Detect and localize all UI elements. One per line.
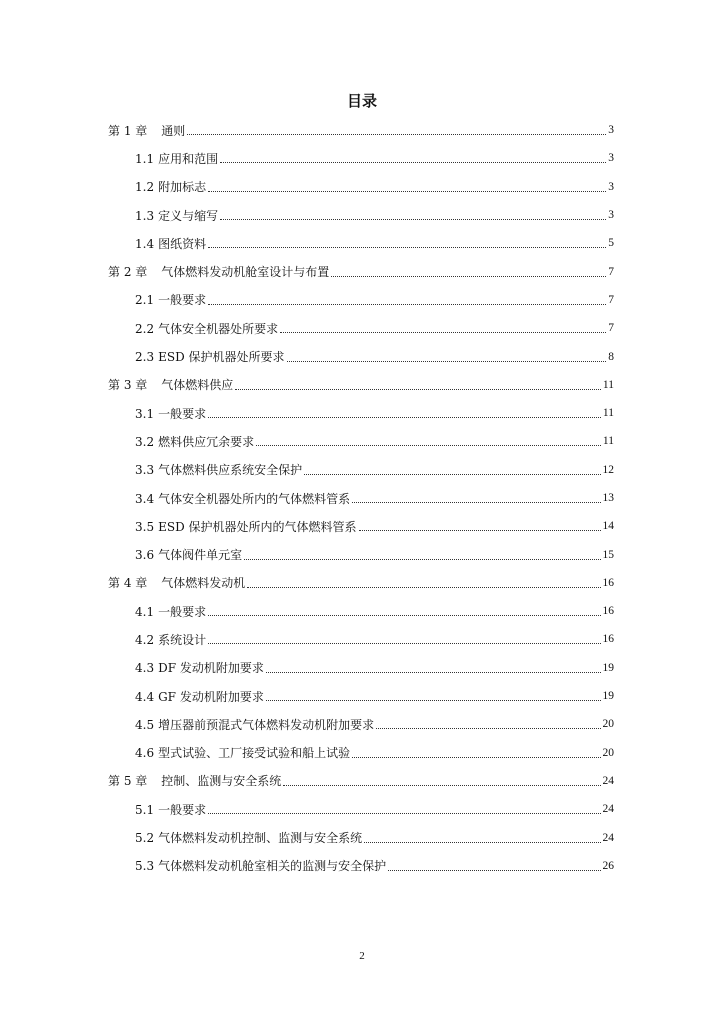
toc-entry-number: 5.2 (135, 831, 155, 846)
dot-leader (266, 699, 601, 701)
toc-page-number: 8 (608, 350, 614, 363)
toc-entry-label (135, 857, 386, 874)
toc-entry-number: 4.5 (135, 717, 155, 732)
toc-entry-number: 第 3 章 (108, 378, 148, 393)
dot-leader (208, 190, 606, 192)
toc-entry-text: 控制、监测与安全系统 (161, 774, 282, 789)
dot-leader (364, 841, 600, 843)
toc-entry-number: 4.1 (135, 604, 155, 619)
toc-page-number: 24 (602, 831, 614, 844)
toc-entry-number: 3.4 (135, 491, 155, 506)
toc-entry-number: 5.3 (135, 859, 155, 874)
toc-entry-label (135, 178, 206, 195)
toc-section-entry[interactable] (108, 286, 614, 314)
toc-section-entry[interactable] (108, 314, 614, 342)
toc-entry-label (135, 688, 264, 705)
dot-leader (208, 614, 600, 616)
toc-section-entry[interactable] (108, 342, 614, 370)
dot-leader (287, 360, 607, 362)
toc-chapter-entry[interactable] (108, 116, 614, 144)
toc-entry-text: 图纸资料 (158, 236, 207, 251)
toc-page-number: 3 (608, 180, 614, 193)
toc-chapter-entry[interactable] (108, 371, 614, 399)
dot-leader (388, 869, 600, 871)
dot-leader (376, 727, 600, 729)
toc-page-number: 19 (602, 661, 614, 674)
toc-chapter-entry[interactable] (108, 569, 614, 597)
toc-entry-number: 3.6 (135, 548, 155, 563)
toc-entry-number: 4.3 (135, 661, 155, 676)
toc-entry-text: 一般要求 (158, 293, 207, 308)
toc-entry-label (135, 320, 278, 337)
toc-page-number: 14 (602, 520, 614, 533)
toc-page-number: 7 (608, 322, 614, 335)
toc-entry-number: 3.1 (135, 406, 155, 421)
toc-entry-label (135, 518, 357, 535)
dot-leader (331, 275, 606, 277)
toc-page-number: 11 (602, 407, 614, 420)
toc-entry-label (135, 461, 302, 478)
toc-section-entry[interactable] (108, 823, 614, 851)
toc-entry-number: 2.2 (135, 321, 155, 336)
toc-page-number: 24 (602, 803, 614, 816)
toc-entry-number: 第 4 章 (108, 576, 148, 591)
toc-entry-number: 第 5 章 (108, 774, 148, 789)
toc-entry-text: 气体安全机器处所要求 (158, 321, 279, 336)
toc-section-entry[interactable] (108, 144, 614, 172)
toc-page-number: 20 (602, 746, 614, 759)
toc-entry-number: 4.6 (135, 746, 155, 761)
toc-page-number: 7 (608, 293, 614, 306)
toc-section-entry[interactable] (108, 625, 614, 653)
toc-section-entry[interactable] (108, 512, 614, 540)
toc-entry-text: 气体安全机器处所内的气体燃料管系 (158, 491, 351, 506)
toc-page-number: 26 (602, 859, 614, 872)
dot-leader (352, 756, 600, 758)
toc-page-number: 16 (602, 576, 614, 589)
toc-entry-label (108, 263, 329, 280)
toc-entry-number: 第 2 章 (108, 265, 148, 280)
toc-entry-number: 1.1 (135, 151, 155, 166)
toc-entry-text: 气体阀件单元室 (158, 548, 243, 563)
toc-entry-number: 3.3 (135, 463, 155, 478)
dot-leader (208, 642, 600, 644)
toc-entry-text: 增压器前预混式气体燃料发动机附加要求 (158, 717, 375, 732)
toc-entry-text: 应用和范围 (158, 151, 219, 166)
toc-entry-label (135, 801, 206, 818)
toc-page-number: 20 (602, 718, 614, 731)
toc-page-number: 13 (602, 492, 614, 504)
toc-entry-number: 2.3 (135, 350, 155, 365)
toc-entry-text: 一般要求 (158, 802, 207, 817)
toc-entry-number: 4.2 (135, 632, 155, 647)
table-of-contents (108, 116, 614, 880)
dot-leader (304, 473, 600, 475)
toc-section-entry[interactable] (108, 427, 614, 455)
toc-entry-number: 3.2 (135, 434, 155, 449)
dot-leader (208, 416, 601, 418)
toc-entry-label (135, 235, 206, 252)
toc-entry-label (135, 546, 242, 563)
toc-entry-text: 系统设计 (158, 632, 207, 647)
toc-entry-text: 气体燃料发动机舱室设计与布置 (161, 265, 330, 280)
toc-entry-label (135, 490, 350, 507)
toc-section-entry[interactable] (108, 682, 614, 710)
dot-leader (187, 133, 606, 135)
toc-entry-number: 4.4 (135, 689, 155, 704)
toc-section-entry[interactable] (108, 399, 614, 427)
toc-entry-label (135, 659, 264, 676)
toc-page-number: 12 (602, 463, 614, 476)
toc-entry-label (135, 433, 254, 450)
dot-leader (244, 558, 600, 560)
toc-section-entry[interactable] (108, 484, 614, 512)
dot-leader (208, 812, 600, 814)
dot-leader (220, 218, 606, 220)
toc-entry-text: 气体燃料发动机控制、监测与安全系统 (158, 831, 363, 846)
toc-entry-number: 1.3 (135, 208, 155, 223)
toc-entry-label (135, 829, 362, 846)
toc-entry-text: 燃料供应冗余要求 (158, 434, 255, 449)
toc-entry-label (135, 291, 206, 308)
toc-entry-label (108, 574, 245, 591)
toc-chapter-entry[interactable] (108, 257, 614, 285)
toc-entry-text: 气体燃料发动机舱室相关的监测与安全保护 (158, 859, 387, 874)
dot-leader (208, 246, 606, 248)
toc-page-number: 15 (602, 548, 614, 561)
dot-leader (235, 388, 601, 390)
toc-entry-label (108, 772, 281, 789)
toc-section-entry[interactable] (108, 852, 614, 880)
toc-page-number: 3 (608, 152, 614, 165)
dot-leader (266, 671, 601, 673)
toc-entry-text: 定义与缩写 (158, 208, 219, 223)
toc-entry-text: 型式试验、工厂接受试验和船上试验 (158, 746, 351, 761)
toc-page-number: 3 (608, 124, 614, 137)
toc-section-entry[interactable] (108, 739, 614, 767)
toc-page-number: 7 (608, 265, 614, 278)
toc-entry-label (135, 744, 350, 761)
toc-entry-text: 气体燃料供应 (161, 378, 234, 393)
toc-entry-text: 附加标志 (158, 180, 207, 195)
toc-section-entry[interactable] (108, 173, 614, 201)
toc-section-entry[interactable] (108, 795, 614, 823)
toc-section-entry[interactable] (108, 456, 614, 484)
toc-entry-text: 通则 (161, 123, 186, 138)
dot-leader (359, 529, 601, 531)
toc-entry-text: GF 发动机附加要求 (158, 689, 264, 704)
toc-entry-text: ESD 保护机器处所内的气体燃料管系 (158, 519, 357, 534)
toc-page-number: 5 (608, 237, 614, 250)
toc-entry-number: 2.1 (135, 293, 155, 308)
toc-entry-text: 一般要求 (158, 604, 207, 619)
toc-section-entry[interactable] (108, 201, 614, 229)
toc-entry-text: ESD 保护机器处所要求 (158, 350, 285, 365)
toc-entry-number: 5.1 (135, 802, 155, 817)
toc-entry-label (135, 207, 218, 224)
toc-page-number: 3 (608, 209, 614, 222)
toc-entry-text: 气体燃料供应系统安全保护 (158, 463, 303, 478)
toc-entry-number: 1.2 (135, 180, 155, 195)
dot-leader (283, 784, 600, 786)
dot-leader (247, 586, 600, 588)
toc-entry-number: 1.4 (135, 236, 155, 251)
toc-entry-label (135, 405, 206, 422)
toc-page-number: 11 (602, 378, 614, 391)
toc-entry-text: 气体燃料发动机 (161, 576, 246, 591)
page-title: 目录 (346, 92, 377, 110)
toc-section-entry[interactable] (108, 710, 614, 738)
toc-entry-label (108, 376, 233, 393)
toc-entry-number: 3.5 (135, 519, 155, 534)
dot-leader (220, 161, 606, 163)
toc-entry-label (135, 631, 206, 648)
toc-chapter-entry[interactable] (108, 767, 614, 795)
toc-page-number: 19 (602, 690, 614, 703)
toc-section-entry[interactable] (108, 229, 614, 257)
toc-page-number: 11 (602, 435, 614, 448)
toc-section-entry[interactable] (108, 654, 614, 682)
toc-entry-text: 一般要求 (158, 406, 207, 421)
dot-leader (256, 444, 601, 446)
toc-entry-label (135, 716, 374, 733)
page-number: 2 (359, 950, 365, 962)
dot-leader (208, 303, 606, 305)
toc-page-number: 16 (602, 633, 614, 646)
toc-entry-label (108, 122, 185, 139)
toc-entry-label (135, 348, 285, 365)
dot-leader (280, 331, 606, 333)
toc-page-number: 16 (602, 605, 614, 618)
toc-section-entry[interactable] (108, 540, 614, 568)
toc-entry-text: DF 发动机附加要求 (158, 661, 264, 676)
toc-entry-number: 第 1 章 (108, 123, 148, 138)
toc-page-number: 24 (602, 774, 614, 787)
dot-leader (352, 501, 600, 503)
toc-entry-label (135, 603, 206, 620)
toc-entry-label (135, 150, 218, 167)
toc-section-entry[interactable] (108, 597, 614, 625)
